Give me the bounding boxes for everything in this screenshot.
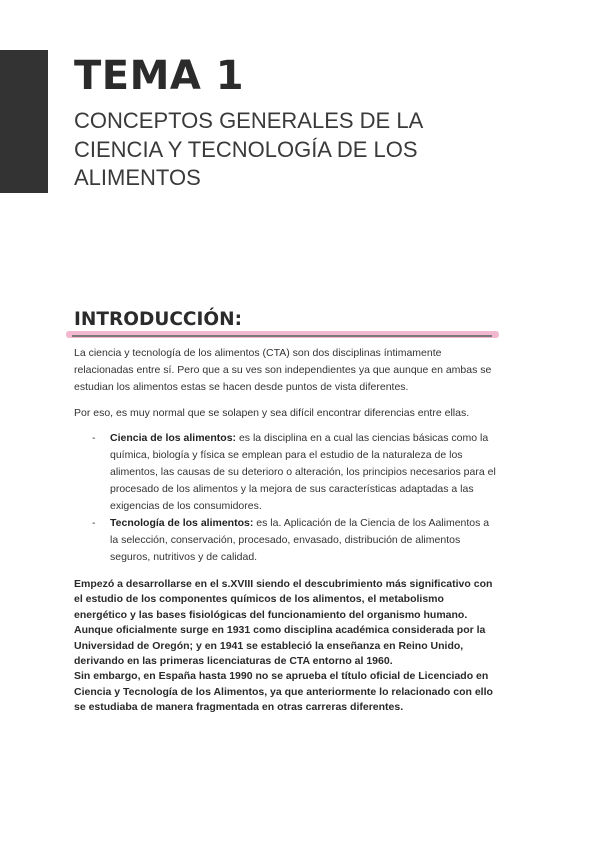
- definition-list: [92, 430, 497, 566]
- list-item: [92, 430, 497, 515]
- paragraph-overlap: Por eso, es muy normal que se solapen y sea difícil encontrar diferencias entre ellas.: [74, 407, 470, 419]
- paragraph-history: Empezó a desarrollarse en el s.XVIII siendo el descubrimiento más significativo con el estudio de los componentes químicos de los alimentos, el metabolismo energético y las bases fisiológicas del funcionamiento del organismo humano. Aunque oficialmente surge en 1931 como disciplina académica considerada por la Universidad de Oregón; y en 1941 se estableció la enseñanza en Reino Unido, derivando en las primeras licenciaturas de CTA entorno al 1960.: [74, 578, 493, 668]
- side-accent-bar: [0, 50, 48, 193]
- paragraph-spain: Sin embargo, en España hasta 1990 no se aprueba el título oficial de Licenciado en Ciencia y Tecnología de los Alimentos, ya que anteriormente lo relacionado con ello se estudiaba de manera fragmentada en otras carreras diferentes.: [74, 670, 493, 714]
- page-title: TEMA 1: [74, 53, 245, 99]
- term-label: Tecnología de los alimentos:: [110, 517, 254, 529]
- term-definition: es la disciplina en a cual las ciencias básicas como la química, biología y física se emplean para el estudio de la naturaleza de los alimentos, las causas de su deterioro o alteración, los principios necesarios para el procesado de los alimentos y la mejora de sus características adaptadas a las exigencias de los consumidores.: [110, 432, 496, 512]
- paragraph-intro: La ciencia y tecnología de los alimentos (CTA) son dos disciplinas íntimamente relacionadas entre sí. Pero que a su ves son independientes ya que aunque en ambas se estudian los alimentos estas se hacen desde puntos de vista diferentes.: [74, 347, 492, 393]
- page-subtitle: CONCEPTOS GENERALES DE LA CIENCIA Y TECNOLOGÍA DE LOS ALIMENTOS: [74, 108, 423, 190]
- bullet-marker: -: [92, 517, 96, 529]
- list-item: [92, 515, 497, 566]
- heading-underline: [72, 335, 492, 337]
- history-text: [74, 577, 499, 716]
- section-heading: INTRODUCCIÓN:: [74, 309, 242, 330]
- term-label: Ciencia de los alimentos:: [110, 432, 237, 444]
- bullet-marker: -: [92, 432, 96, 444]
- term-definition: es la. Aplicación de la Ciencia de los Aalimentos a la selección, conservación, procesado, envasado, distribución de alimentos seguros, nutritivos y de calidad.: [110, 517, 490, 563]
